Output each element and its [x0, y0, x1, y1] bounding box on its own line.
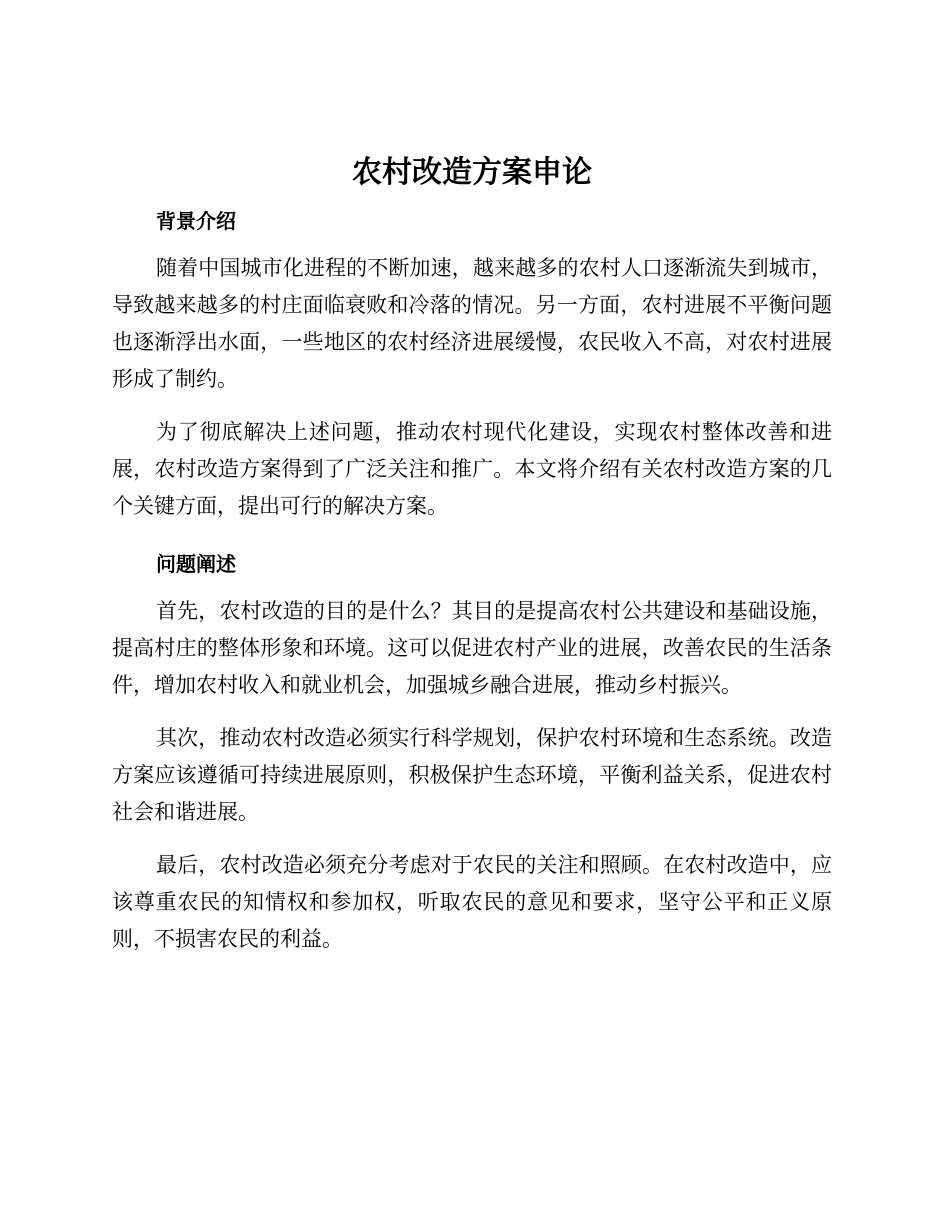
paragraph: 随着中国城市化进程的不断加速，越来越多的农村人口逐渐流失到城市，导致越来越多的村庄面临衰败和冷落的情况。另一方面，农村进展不平衡问题也逐渐浮出水面，一些地区的农村经济进展缓慢，农民收入不高，对农村进展形成了制约。 — [112, 256, 832, 391]
paragraph: 为了彻底解决上述问题，推动农村现代化建设，实现农村整体改善和进展，农村改造方案得到了广泛关注和推广。本文将介绍有关农村改造方案的几个关键方面，提出可行的解决方案。 — [112, 420, 832, 518]
section-heading-problem: 问题阐述 — [156, 552, 236, 576]
section-heading-background: 背景介绍 — [156, 209, 236, 233]
document-body — [112, 148, 832, 974]
paragraph: 首先，农村改造的目的是什么？其目的是提高农村公共建设和基础设施，提高村庄的整体形象和环境。这可以促进农村产业的进展，改善农民的生活条件，增加农村收入和就业机会，加强城乡融合进展，推动乡村振兴。 — [112, 599, 832, 697]
document-title: 农村改造方案申论 — [352, 155, 592, 190]
paragraph: 其次，推动农村改造必须实行科学规划，保护农村环境和生态系统。改造方案应该遵循可持续进展原则，积极保护生态环境，平衡利益关系，促进农村社会和谐进展。 — [112, 726, 832, 824]
paragraph: 最后，农村改造必须充分考虑对于农民的关注和照顾。在农村改造中，应该尊重农民的知情权和参加权，听取农民的意见和要求，坚守公平和正义原则，不损害农民的利益。 — [112, 853, 832, 951]
